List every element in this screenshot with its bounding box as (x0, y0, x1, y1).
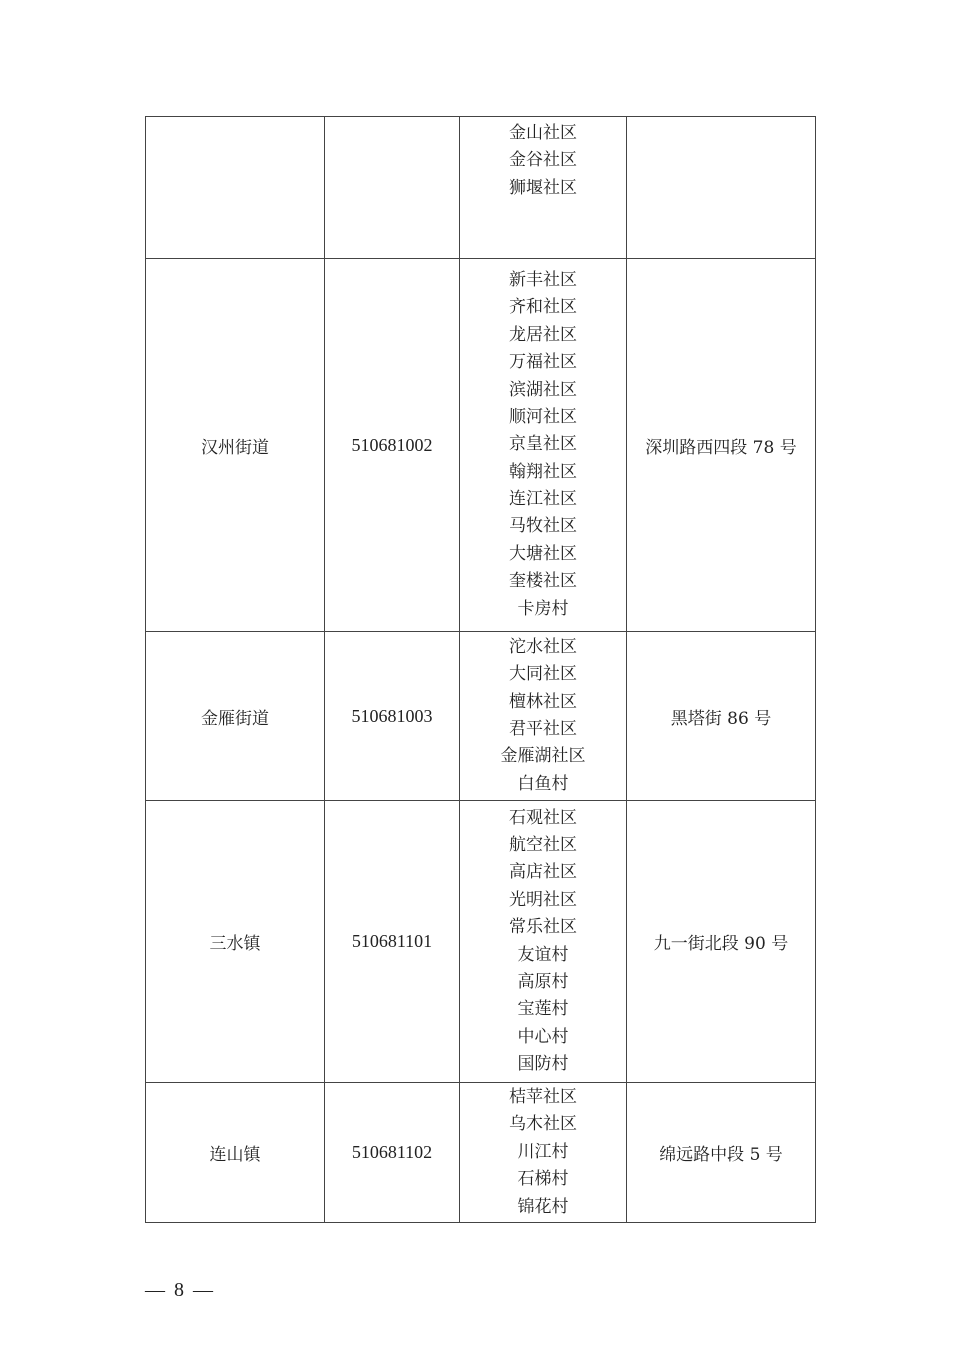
community-item: 高原村 (517, 971, 569, 992)
community-item: 常乐社区 (509, 917, 577, 938)
community-item: 翰翔社区 (509, 461, 577, 482)
community-item: 大同社区 (509, 664, 577, 685)
address-cell: 九一街北段 90 号 (627, 801, 816, 1083)
community-item: 檀林社区 (509, 691, 577, 712)
community-item: 锦花村 (517, 1196, 569, 1217)
township-name-cell (146, 117, 325, 259)
community-item: 马牧社区 (509, 516, 577, 537)
community-item: 滨湖社区 (509, 379, 577, 400)
township-name-cell: 金雁街道 (146, 632, 325, 801)
community-item: 狮堰社区 (509, 177, 577, 198)
community-item: 乌木社区 (509, 1114, 577, 1135)
table-row (146, 801, 816, 1083)
community-item: 奎楼社区 (509, 571, 577, 592)
address-cell: 黑塔街 86 号 (627, 632, 816, 801)
community-item: 金谷社区 (509, 150, 577, 171)
community-item: 顺河社区 (509, 406, 577, 427)
community-item: 中心村 (517, 1026, 569, 1047)
community-item: 川江村 (517, 1141, 569, 1162)
community-item: 白鱼村 (517, 773, 569, 794)
community-item: 新丰社区 (509, 269, 577, 290)
community-item: 宝莲村 (517, 999, 569, 1020)
community-item: 金山社区 (509, 123, 577, 143)
table-row (146, 1083, 816, 1223)
address-cell: 深圳路西四段 78 号 (627, 259, 816, 632)
table-row (146, 117, 816, 259)
division-code-cell: 510681101 (325, 801, 460, 1083)
community-item: 石观社区 (509, 807, 577, 828)
community-item: 君平社区 (509, 719, 577, 739)
community-item: 沱水社区 (509, 636, 577, 657)
division-code-cell (325, 117, 460, 259)
communities-cell (460, 259, 627, 632)
address-cell (627, 117, 816, 259)
communities-cell (460, 801, 627, 1083)
community-item: 桔苹社区 (509, 1087, 577, 1108)
community-item: 金雁湖社区 (500, 746, 586, 767)
community-item: 光明社区 (509, 889, 577, 910)
division-code-cell: 510681002 (325, 259, 460, 632)
division-table (145, 116, 816, 1223)
table-row (146, 632, 816, 801)
township-name-cell: 汉州街道 (146, 259, 325, 632)
community-item: 龙居社区 (509, 324, 577, 345)
division-code-cell: 510681102 (325, 1083, 460, 1223)
community-item: 京皇社区 (509, 434, 577, 455)
division-code-cell: 510681003 (325, 632, 460, 801)
township-name-cell: 三水镇 (146, 801, 325, 1083)
communities-cell (460, 1083, 627, 1223)
community-item: 石梯村 (517, 1169, 569, 1190)
community-item: 友谊村 (517, 944, 569, 965)
community-item: 万福社区 (509, 352, 577, 373)
community-item: 齐和社区 (509, 297, 577, 318)
community-item: 航空社区 (509, 834, 577, 855)
communities-cell (460, 632, 627, 801)
table-row (146, 259, 816, 632)
address-cell: 绵远路中段 5 号 (627, 1083, 816, 1223)
community-item: 大塘社区 (509, 543, 577, 564)
community-item: 卡房村 (517, 598, 569, 619)
community-item: 高店社区 (509, 862, 577, 883)
page-number: — 8 — (145, 1279, 215, 1301)
community-item: 连江社区 (509, 489, 577, 510)
community-item: 国防村 (517, 1054, 569, 1075)
township-name-cell: 连山镇 (146, 1083, 325, 1223)
communities-cell (460, 117, 627, 259)
